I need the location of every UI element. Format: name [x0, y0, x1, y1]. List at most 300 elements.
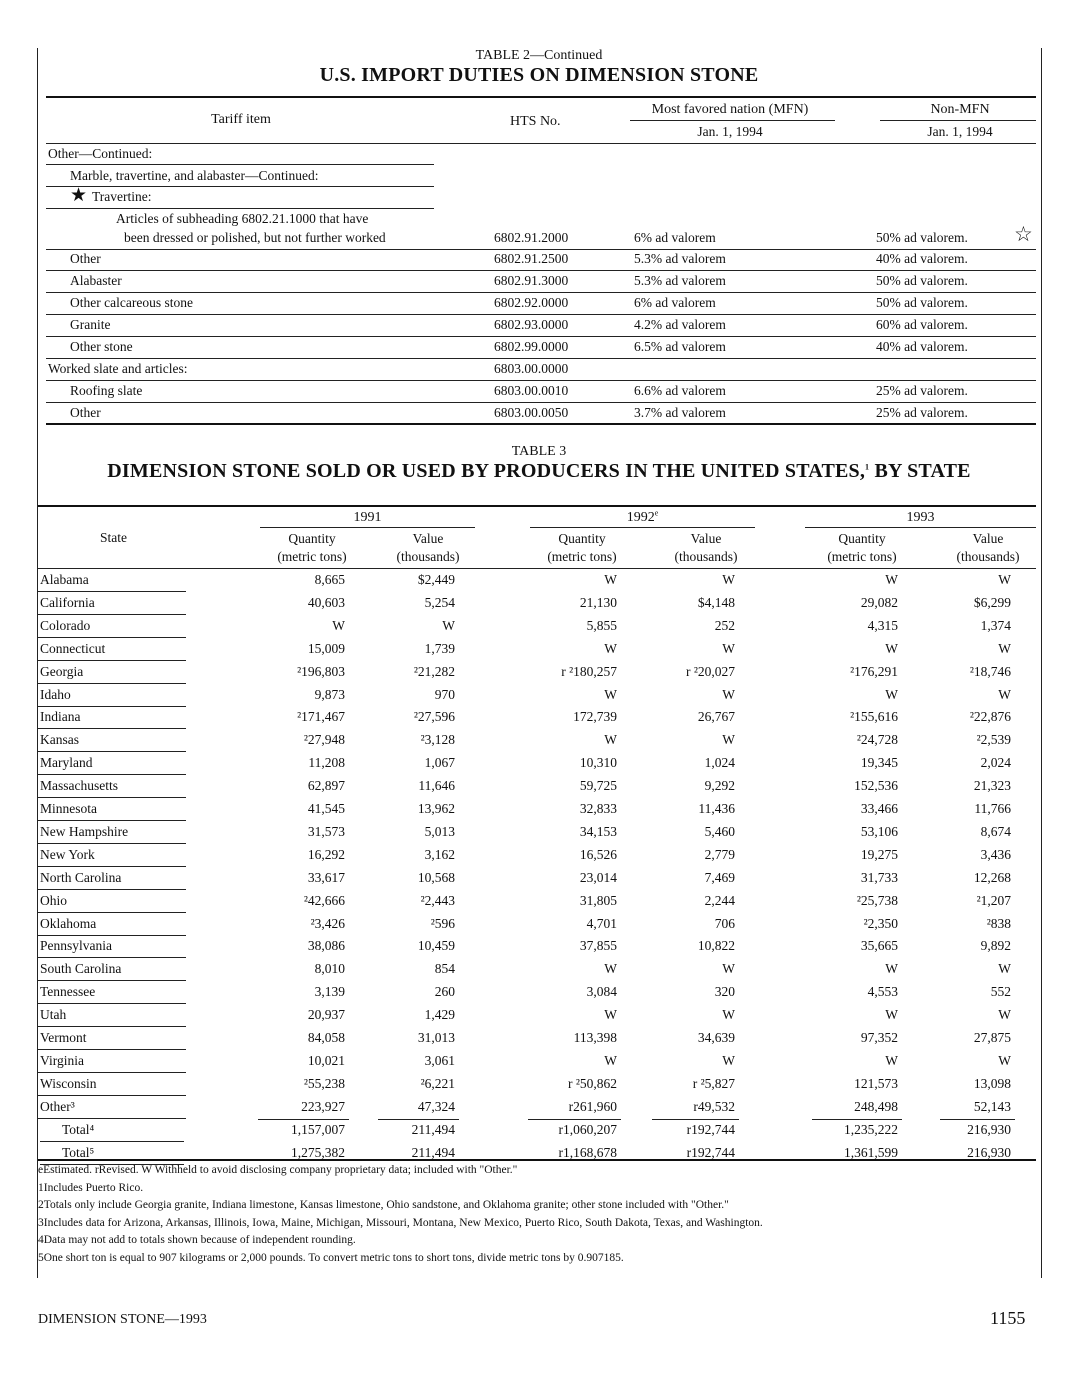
q92-value: 16,526 — [579, 846, 617, 862]
v91-value: 211,494 — [411, 1121, 455, 1137]
table3-bottom-rule — [38, 1159, 1036, 1161]
v92-value: 252 — [714, 617, 735, 633]
q91-value: ²196,803 — [297, 663, 345, 679]
q91-value: 16,292 — [307, 846, 345, 862]
articles-line1: Articles of subheading 6802.21.1000 that have — [116, 211, 369, 226]
header-hts-no: HTS No. — [510, 114, 561, 129]
q93-header: Quantity — [838, 531, 886, 546]
q92-value: 34,153 — [579, 823, 617, 839]
q91-value: 1,157,007 — [291, 1121, 345, 1137]
year-1991-rule — [260, 527, 475, 528]
v93-value: 552 — [990, 984, 1011, 1000]
table3-header-rule — [38, 568, 1036, 569]
state-rule — [38, 957, 186, 958]
mfn-rate: 6.6% ad valorem — [634, 383, 726, 398]
group-marble: Marble, travertine, and alabaster—Continued: — [70, 168, 319, 183]
state-name: Wisconsin — [40, 1075, 97, 1091]
total-rule — [528, 1119, 621, 1120]
q93-value: 35,665 — [860, 938, 898, 954]
q93-value: 19,275 — [860, 846, 898, 862]
q91-value: ²55,238 — [303, 1075, 345, 1091]
q93-value: ²2,350 — [863, 915, 898, 931]
v92-value: W — [722, 572, 735, 587]
footnote: 5One short ton is equal to 907 kilograms or 2,000 pounds. To convert metric tons to short tons, divide metric tons by 0.907185. — [38, 1252, 624, 1264]
state-name: Indiana — [40, 709, 81, 725]
table3-title — [0, 460, 1078, 483]
row-rule — [46, 292, 1036, 293]
v93-value: ²18,746 — [969, 663, 1011, 679]
state-rule — [38, 912, 186, 913]
table2-bottom-rule — [46, 423, 1036, 425]
v92-value: 26,767 — [697, 709, 735, 725]
state-name: Virginia — [40, 1052, 84, 1068]
q91-value: 40,603 — [307, 594, 345, 610]
state-name: Massachusetts — [40, 778, 118, 794]
mfn-rate: 5.3% ad valorem — [634, 273, 726, 288]
group-travertine: Travertine: — [92, 189, 152, 204]
mfn-rate: 6% ad valorem — [634, 230, 716, 245]
tariff-item: Other stone — [70, 339, 133, 354]
q93-value: 1,235,222 — [844, 1121, 898, 1137]
hts-number: 6802.99.0000 — [494, 339, 569, 354]
v92-value: 11,436 — [698, 801, 735, 816]
non-mfn-rate: 25% ad valorem. — [876, 405, 968, 420]
state-name: Ohio — [40, 892, 67, 908]
footnote: eEstimated. rRevised. W Withheld to avoid disclosing company proprietary data; included with "Other." — [38, 1164, 518, 1176]
state-name: North Carolina — [40, 869, 122, 885]
table2-header-rule — [46, 143, 1036, 144]
v92-header: Value — [690, 531, 722, 546]
tariff-item: Granite — [70, 317, 111, 332]
table3-title-footnote: 1 — [865, 462, 870, 472]
hts-number: 6803.00.0050 — [494, 405, 569, 420]
state-name: Idaho — [40, 686, 71, 702]
q92-value: 10,310 — [579, 755, 617, 771]
q92-value: 113,398 — [573, 1030, 617, 1045]
v91-value: ²21,282 — [413, 663, 455, 679]
v93-value: W — [998, 961, 1011, 977]
row-rule — [46, 249, 1036, 250]
v92-value: 2,244 — [704, 892, 735, 908]
hts-number: 6802.91.2500 — [494, 251, 569, 266]
q91-value: ²27,948 — [303, 732, 345, 748]
q92-value: 172,739 — [573, 709, 617, 725]
header-non-mfn-date: Jan. 1, 1994 — [927, 124, 993, 139]
q93-value: 4,553 — [867, 984, 898, 1000]
state-rule — [38, 774, 186, 775]
right-margin-line — [1041, 48, 1042, 1278]
footnote: 4Data may not add to totals shown because of independent rounding. — [38, 1234, 356, 1247]
q93-value: W — [885, 1052, 898, 1068]
v91-value: 260 — [434, 984, 455, 1000]
q91-value: 38,086 — [307, 938, 345, 954]
v92-value: W — [722, 1052, 735, 1068]
row-rule — [46, 314, 1036, 315]
q93-value: 29,082 — [860, 594, 898, 610]
v93-value: $6,299 — [973, 594, 1011, 610]
header-non-mfn: Non-MFN — [930, 102, 990, 117]
v92-value: $4,148 — [697, 594, 735, 610]
q93-value: W — [885, 1007, 898, 1023]
q92-value: 4,701 — [586, 915, 617, 931]
v92-value: r192,744 — [686, 1144, 735, 1160]
v93-value: 3,436 — [980, 846, 1011, 862]
q93-value: W — [885, 961, 898, 977]
header-year-1993: 1993 — [906, 510, 935, 525]
q92-value: W — [604, 1052, 617, 1068]
hts-number: 6803.00.0010 — [494, 383, 569, 398]
q91-value: 84,058 — [307, 1030, 345, 1045]
q91-value: ²3,426 — [310, 915, 345, 931]
state-name: South Carolina — [40, 961, 122, 977]
q92-value: 21,130 — [579, 594, 617, 610]
tariff-item: been dressed or polished, but not further worked — [124, 230, 386, 245]
v91-value: 10,459 — [417, 938, 455, 954]
v93-value: 216,930 — [967, 1121, 1011, 1137]
tariff-item: Other — [70, 405, 101, 420]
mfn-rate: 3.7% ad valorem — [634, 405, 726, 420]
q93-value: 31,733 — [860, 869, 898, 885]
v93-value: 52,143 — [973, 1098, 1011, 1114]
v93-value: 9,892 — [980, 938, 1011, 954]
row-rule — [46, 380, 1036, 381]
q92-value: r ²50,862 — [567, 1075, 617, 1091]
state-rule — [38, 591, 186, 592]
v91-value: $2,449 — [417, 572, 455, 587]
q92-value: W — [604, 961, 617, 977]
q91-value: 8,010 — [314, 961, 345, 977]
table3-title-main: DIMENSION STONE SOLD OR USED BY PRODUCERS IN THE UNITED STATES, — [107, 460, 866, 482]
state-name: Other³ — [40, 1098, 75, 1114]
q92-value: r261,960 — [568, 1098, 617, 1114]
v92-value: 9,292 — [704, 778, 735, 794]
row-rule — [46, 270, 1036, 271]
q92-value: 5,855 — [586, 617, 617, 633]
hts-number: 6803.00.0000 — [494, 361, 569, 376]
v93-value: 27,875 — [973, 1030, 1011, 1045]
q92-value: r1,060,207 — [558, 1121, 617, 1137]
v91-unit: (thousands) — [396, 549, 460, 564]
v93-value: ²838 — [986, 915, 1011, 931]
q93-value: 248,498 — [854, 1098, 898, 1114]
row-rule — [46, 336, 1036, 337]
state-rule — [38, 1003, 186, 1004]
v91-value: ²596 — [430, 915, 455, 931]
state-rule — [38, 637, 186, 638]
v91-value: ²3,128 — [420, 732, 455, 748]
non-mfn-rate: 50% ad valorem. — [876, 273, 968, 288]
tariff-item: Other — [70, 251, 101, 266]
v93-header: Value — [972, 531, 1004, 546]
v93-value: 1,374 — [980, 617, 1011, 633]
state-rule — [38, 614, 186, 615]
non-mfn-rate: 40% ad valorem. — [876, 339, 968, 354]
travertine-star-icon: ★ — [70, 185, 88, 206]
q92-value: 59,725 — [579, 778, 617, 794]
q93-value: 19,345 — [860, 755, 898, 771]
header-tariff-item: Tariff item — [211, 112, 271, 127]
q93-value: ²155,616 — [850, 709, 898, 725]
running-footer: DIMENSION STONE—1993 — [38, 1312, 207, 1327]
mfn-rate: 4.2% ad valorem — [634, 317, 726, 332]
q92-value: W — [604, 686, 617, 702]
state-name: California — [40, 594, 95, 610]
q92-value: 3,084 — [586, 984, 617, 1000]
q92-value: 37,855 — [579, 938, 617, 954]
star-outline-icon: ☆ — [1014, 222, 1033, 246]
q93-value: 53,106 — [860, 823, 898, 839]
non-mfn-rate: 50% ad valorem. — [876, 295, 968, 310]
non-mfn-rate: 40% ad valorem. — [876, 251, 968, 266]
v91-value: ²2,443 — [420, 892, 455, 908]
total-rule — [652, 1119, 739, 1120]
v91-value: W — [442, 617, 455, 633]
q93-value: W — [885, 686, 898, 702]
state-rule — [38, 683, 186, 684]
mfn-underline — [630, 120, 835, 121]
q92-value: r1,168,678 — [558, 1144, 617, 1160]
state-rule — [38, 1072, 186, 1073]
v93-value: 216,930 — [967, 1144, 1011, 1160]
q91-value: 9,873 — [314, 686, 345, 702]
q92-value: W — [604, 572, 617, 587]
v92-value: r192,744 — [686, 1121, 735, 1137]
q91-value: 62,897 — [307, 778, 345, 794]
q93-value: ²25,738 — [856, 892, 898, 908]
state-name: Minnesota — [40, 801, 97, 816]
state-name: Oklahoma — [40, 915, 97, 931]
state-rule — [38, 889, 186, 890]
non-mfn-rate: 50% ad valorem. — [876, 230, 968, 245]
state-name: Tennessee — [40, 984, 96, 1000]
v92-value: 1,024 — [704, 755, 735, 771]
q93-value: 97,352 — [860, 1030, 898, 1045]
v92-value: W — [722, 640, 735, 656]
state-rule — [38, 751, 186, 752]
row-rule — [46, 358, 1036, 359]
v93-value: 11,766 — [974, 801, 1011, 816]
q91-value: 1,275,382 — [291, 1144, 345, 1160]
header-mfn: Most favored nation (MFN) — [651, 102, 809, 117]
v92-value: 320 — [714, 984, 735, 1000]
v91-value: 970 — [434, 686, 455, 702]
state-rule — [38, 1095, 186, 1096]
q91-value: 20,937 — [307, 1007, 345, 1023]
state-rule — [38, 728, 186, 729]
q93-unit: (metric tons) — [827, 549, 897, 564]
q91-unit: (metric tons) — [277, 549, 347, 564]
state-name: Maryland — [40, 755, 93, 771]
v91-value: 1,429 — [424, 1007, 455, 1023]
q91-value: ²42,666 — [303, 892, 345, 908]
v93-value: W — [998, 640, 1011, 656]
table2-title: U.S. IMPORT DUTIES ON DIMENSION STONE — [319, 64, 759, 86]
v93-unit: (thousands) — [956, 549, 1020, 564]
table2-label: TABLE 2—Continued — [475, 48, 603, 63]
tariff-item: Alabaster — [70, 273, 122, 288]
state-rule — [38, 866, 186, 867]
q91-value: 8,665 — [314, 572, 345, 587]
state-name: Alabama — [40, 572, 89, 587]
q93-value: W — [885, 640, 898, 656]
mfn-rate: 6.5% ad valorem — [634, 339, 726, 354]
q92-unit: (metric tons) — [547, 549, 617, 564]
v91-value: 1,067 — [424, 755, 455, 771]
v92-value: W — [722, 686, 735, 702]
v91-value: 1,739 — [424, 640, 455, 656]
state-name: Total⁵ — [62, 1144, 95, 1160]
q93-value: 33,466 — [860, 801, 898, 816]
v93-value: 13,098 — [973, 1075, 1011, 1091]
v93-value: 8,674 — [980, 823, 1011, 839]
group-rule-3 — [46, 208, 434, 209]
v91-value: 13,962 — [417, 801, 455, 816]
state-name: Total⁴ — [62, 1121, 95, 1137]
group-rule-2 — [46, 186, 434, 187]
v91-value: 11,646 — [418, 778, 455, 794]
header-year-1992 — [530, 510, 755, 526]
year-1992-rule — [530, 527, 755, 528]
q91-value: 11,208 — [308, 755, 345, 771]
footnote: 1Includes Puerto Rico. — [38, 1181, 144, 1194]
v92-value: 5,460 — [704, 823, 735, 839]
header-mfn-date: Jan. 1, 1994 — [697, 124, 763, 139]
v92-value: 706 — [714, 915, 735, 931]
v92-value: W — [722, 1007, 735, 1023]
q93-value: 121,573 — [854, 1075, 898, 1091]
tariff-item: Worked slate and articles: — [48, 361, 188, 376]
v91-value: 47,324 — [417, 1098, 455, 1114]
v92-unit: (thousands) — [674, 549, 738, 564]
non-mfn-underline — [880, 120, 1036, 121]
q92-value: r ²180,257 — [561, 663, 617, 679]
state-rule — [38, 820, 186, 821]
v92-value: W — [722, 961, 735, 977]
total-rule — [258, 1119, 349, 1120]
v91-value: ²27,596 — [413, 709, 455, 725]
q92-value: 23,014 — [579, 869, 617, 885]
hts-number: 6802.91.2000 — [494, 230, 569, 245]
q91-value: 41,545 — [307, 801, 345, 816]
state-name: Connecticut — [40, 640, 106, 656]
hts-number: 6802.93.0000 — [494, 317, 569, 332]
state-rule — [38, 1049, 186, 1050]
q93-value: 1,361,599 — [844, 1144, 898, 1160]
state-name: Colorado — [40, 617, 91, 633]
q92-header: Quantity — [558, 531, 606, 546]
v93-value: W — [998, 686, 1011, 702]
v93-value: W — [998, 572, 1011, 587]
group-other-continued: Other—Continued: — [48, 146, 153, 161]
table3-top-rule — [38, 505, 1036, 507]
tariff-item: Other calcareous stone — [70, 295, 193, 310]
state-rule — [38, 797, 186, 798]
non-mfn-rate: 60% ad valorem. — [876, 317, 968, 332]
q92-value: W — [604, 732, 617, 748]
v92-value: r49,532 — [693, 1098, 735, 1114]
q91-header: Quantity — [288, 531, 336, 546]
tariff-item: Roofing slate — [70, 383, 143, 398]
v93-value: 12,268 — [973, 869, 1011, 885]
table2-top-rule — [46, 96, 1036, 98]
v91-value: ²6,221 — [420, 1075, 455, 1091]
hts-number: 6802.91.3000 — [494, 273, 569, 288]
v91-value: 854 — [434, 961, 455, 977]
footnote: 2Totals only include Georgia granite, Indiana limestone, Kansas limestone, Ohio sandstone, and Oklahoma granite; other stone included with "Other." — [38, 1199, 729, 1212]
state-name: Georgia — [40, 663, 84, 679]
v92-value: W — [722, 732, 735, 748]
q91-value: 10,021 — [307, 1052, 345, 1068]
v93-value: W — [998, 1007, 1011, 1023]
state-rule — [38, 706, 186, 707]
state-rule — [38, 1118, 186, 1119]
q91-value: 3,139 — [314, 984, 345, 1000]
year-1992-text: 1992 — [626, 510, 655, 525]
q91-value: 15,009 — [307, 640, 345, 656]
q91-value: 31,573 — [307, 823, 345, 839]
q92-value: W — [604, 1007, 617, 1023]
q92-value: W — [604, 640, 617, 656]
header-state: State — [100, 530, 127, 545]
non-mfn-rate: 25% ad valorem. — [876, 383, 968, 398]
state-rule — [38, 980, 186, 981]
v92-value: r ²5,827 — [692, 1075, 735, 1091]
q93-value: 152,536 — [854, 778, 898, 794]
state-rule — [38, 660, 186, 661]
state-name: Utah — [40, 1007, 67, 1023]
year-1992-estimated-mark: e — [654, 508, 659, 518]
q91-value: 33,617 — [307, 869, 345, 885]
header-year-1991: 1991 — [353, 510, 382, 525]
v91-value: 5,254 — [424, 594, 455, 610]
table3-title-tail: BY STATE — [869, 460, 971, 482]
v93-value: ²2,539 — [976, 732, 1011, 748]
v92-value: 10,822 — [697, 938, 735, 954]
v92-value: r ²20,027 — [685, 663, 735, 679]
v91-value: 211,494 — [411, 1144, 455, 1160]
v92-value: 2,779 — [704, 846, 735, 862]
group-rule-1 — [46, 164, 434, 165]
state-rule — [38, 935, 186, 936]
v93-value: W — [998, 1052, 1011, 1068]
total-rule — [940, 1119, 1015, 1120]
state-name: New York — [40, 846, 95, 862]
left-margin-line — [37, 48, 38, 1278]
year-1993-rule — [805, 527, 1036, 528]
footnote: 3Includes data for Arizona, Arkansas, Illinois, Iowa, Maine, Michigan, Missouri, Montana, New Mexico, Puerto Rico, South Dakota, Texas, and Washington. — [38, 1216, 763, 1229]
q93-value: 4,315 — [867, 617, 898, 633]
mfn-rate: 6% ad valorem — [634, 295, 716, 310]
v93-value: 2,024 — [980, 755, 1011, 771]
state-name: Vermont — [40, 1030, 87, 1045]
q93-value: W — [885, 572, 898, 587]
v91-value: 10,568 — [417, 869, 455, 885]
mfn-rate: 5.3% ad valorem — [634, 251, 726, 266]
table3-label: TABLE 3 — [511, 444, 567, 459]
q91-value: ²171,467 — [297, 709, 345, 725]
total-rule — [812, 1119, 902, 1120]
state-rule — [40, 1141, 184, 1142]
v91-value: 5,013 — [424, 823, 455, 839]
q93-value: ²176,291 — [850, 663, 898, 679]
v93-value: 21,323 — [973, 778, 1011, 794]
v91-value: 3,061 — [424, 1052, 455, 1068]
state-rule — [38, 843, 186, 844]
state-name: Kansas — [40, 732, 79, 748]
state-name: New Hampshire — [40, 823, 129, 839]
q93-value: ²24,728 — [856, 732, 898, 748]
v93-value: ²22,876 — [969, 709, 1011, 725]
